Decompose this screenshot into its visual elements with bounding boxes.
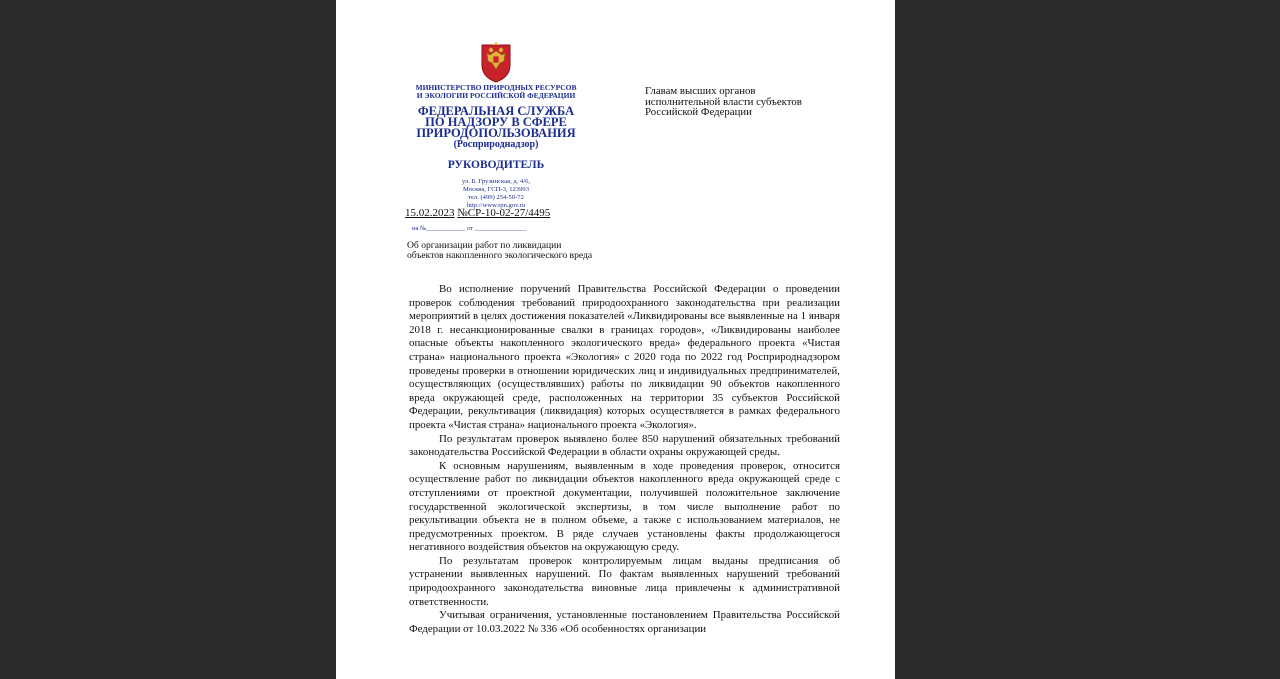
body-paragraph: По результатам проверок выявлено более 850 нарушений обязательных требований законодательства Российской Федерации в области охраны окружающей среды. [409,432,840,459]
reference-line: на №____________ от ________________ [412,225,527,232]
ministry-line-1: МИНИСТЕРСТВО ПРИРОДНЫХ РЕСУРСОВ [415,83,577,92]
document-page [336,0,895,679]
address-line: ул. Б. Грузинская, д. 4/6, [461,178,531,185]
ministry-line-2: И ЭКОЛОГИИ РОССИЙСКОЙ ФЕДЕРАЦИИ [416,91,576,100]
service-line-1: ФЕДЕРАЛЬНАЯ СЛУЖБА [417,104,575,118]
addressee-line: Российской Федерации [645,106,752,118]
head-title: РУКОВОДИТЕЛЬ [447,159,545,171]
body-paragraph: Во исполнение поручений Правительства Российской Федерации о проведении проверок соблюдения требований природоохранного законодательства при реализации мероприятий в целях достижения показателей «Ликвидированы все выявленные на 1 января 2018 г. несанкционированные свалки в границах городов», «Ликвидированы наиболее опасные объекты накопленного экологического вреда» федерального проекта «Чистая страна» национального проекта «Экология» с 2020 года по 2022 год Росприроднадзором проведены проверки в отношении юридических лиц и индивидуальных предпринимателей, осуществляющих (осуществлявших) работы по ликвидации 90 объектов накопленного вреда окружающей среде, расположенных на территории 35 субъектов Российской Федерации, рекультивация (ликвидация) которых осуществляется в рамках федерального проекта «Чистая страна» национального проекта «Экология». [409,283,840,431]
letter-body [409,283,840,636]
addressee [645,86,802,118]
body-paragraph: Учитывая ограничения, установленные постановлением Правительства Российской Федерации от 10.03.2022 № 336 «Об особенностях организации [409,609,840,635]
body-paragraph: По результатам проверок контролируемым лицам выданы предписания об устранении выявленных нарушений. По фактам выявленных нарушений требований природоохранного законодательства виновные лица привлечены к административной ответственности. [409,554,840,608]
letterhead [396,84,596,210]
coat-of-arms-icon [478,41,514,83]
document-date: 15.02.2023 [405,207,455,219]
letter-subject: Об организации работ по ликвидации объектов накопленного экологического вреда [407,240,593,262]
addressee-line: Главам высших органов [645,85,756,97]
address-line: Москва, ГСП-3, 123993 [463,186,529,193]
service-line-2: ПО НАДЗОРУ В СФЕРЕ [425,115,567,129]
address-line: http://www.rpn.gov.ru [466,202,526,209]
address-line: тел. (499) 254-50-72 [468,194,524,201]
service-short-name: (Росприроднадзор) [453,139,539,150]
address-block [396,178,596,210]
document-number: №СР-10-02-27/4495 [457,207,551,219]
date-number-line [405,207,550,219]
body-paragraph: К основным нарушениям, выявленным в ходе проведения проверок, относится осуществление работ по ликвидации объектов накопленного вреда окружающей среде с отступлениями от проектной документации, получившей положительное заключение государственной экологической экспертизы, в том числе выполнение работ по рекультивации объекта не в полном объеме, а также с использованием материалов, не предусмотренных проектом. В ряде случаев установлены факты продолжающегося негативного воздействия объектов на окружающую среду. [409,459,840,554]
service-line-3: ПРИРОДОПОЛЬЗОВАНИЯ [416,126,576,140]
addressee-line: исполнительной власти субъектов [645,95,802,108]
